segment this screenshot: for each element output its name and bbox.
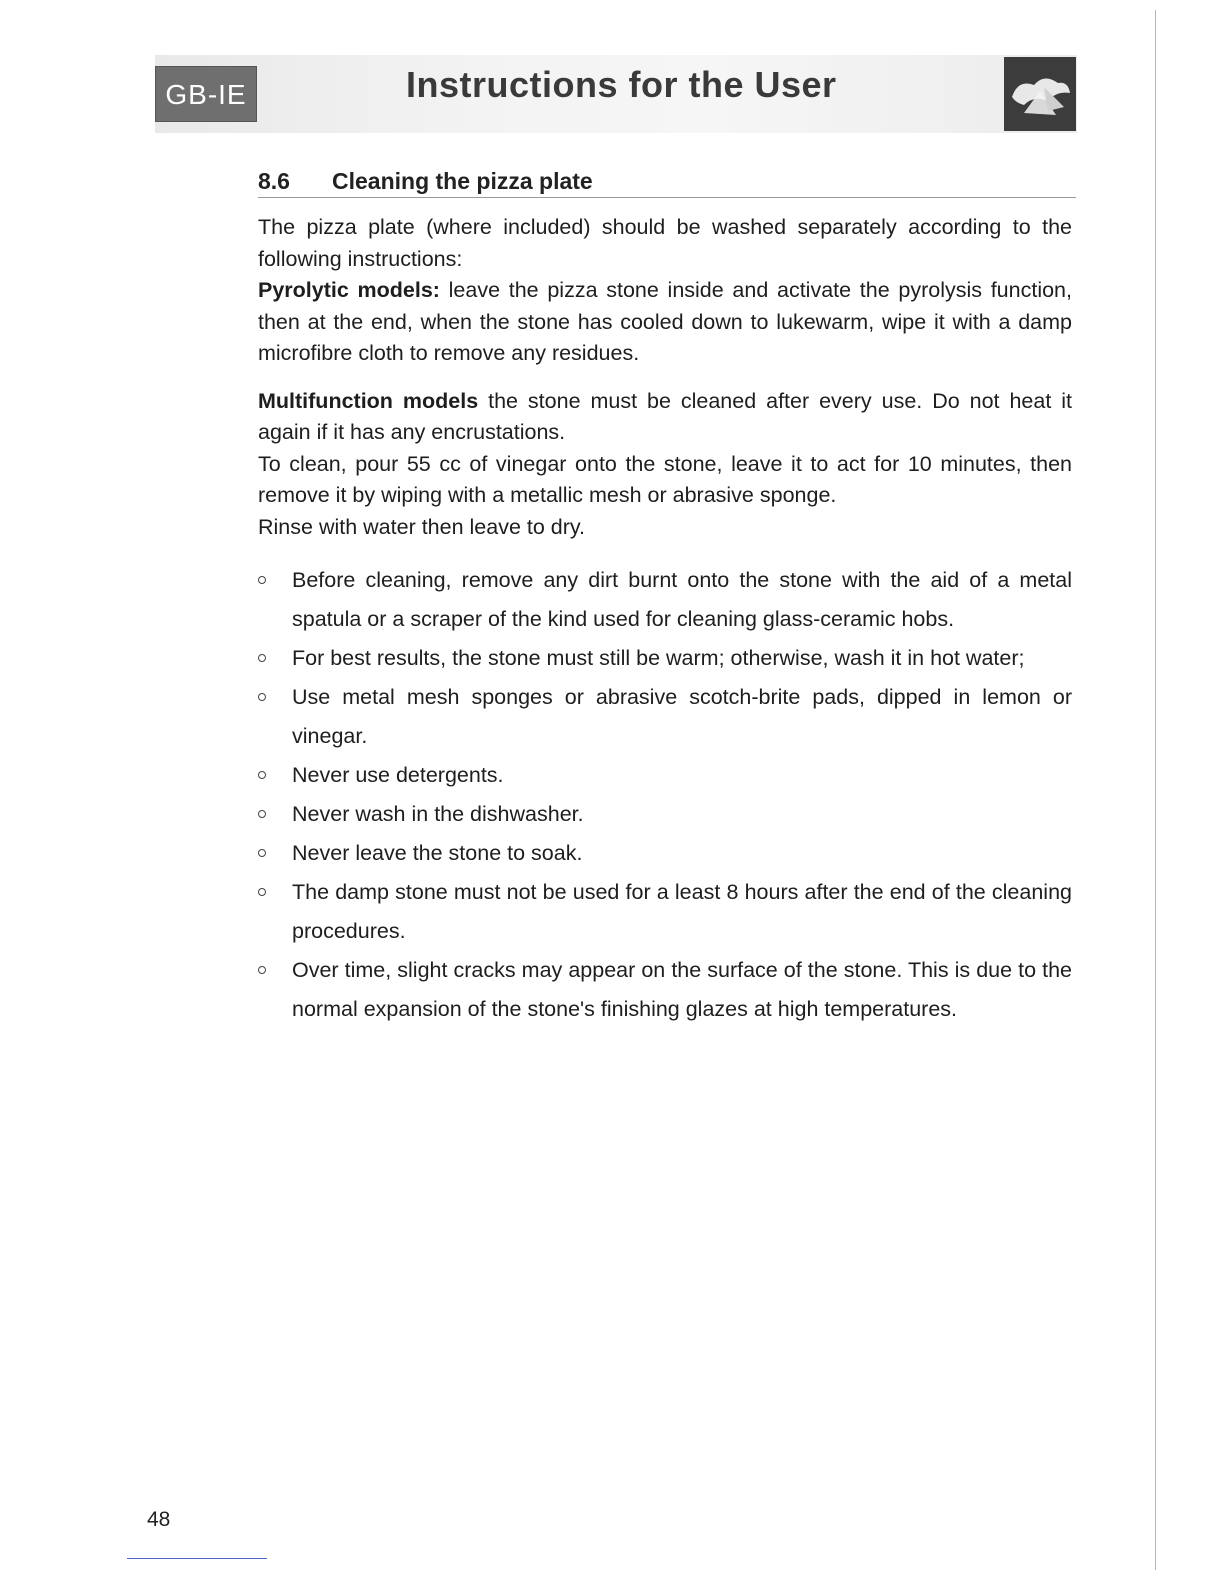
intro-paragraph: The pizza plate (where included) should be washed separately according to the following instructions: [258,215,1072,271]
list-item: Use metal mesh sponges or abrasive scotch-brite pads, dipped in lemon or vinegar. [258,678,1072,756]
page-number: 48 [147,1508,171,1531]
bullet-icon [258,888,266,896]
bullet-icon [258,810,266,818]
cleaning-tips-list [258,561,1072,1029]
hob-icon [1004,57,1076,131]
rinse-paragraph: Rinse with water then leave to dry. [258,514,586,539]
pyrolytic-paragraph [258,275,1072,370]
list-item: The damp stone must not be used for a least 8 hours after the end of the cleaning procedures. [258,873,1072,951]
multifunction-label: Multifunction models [258,388,479,413]
bullet-icon [258,771,266,779]
list-item: For best results, the stone must still be warm; otherwise, wash it in hot water; [258,639,1072,678]
multifunction-paragraph [258,386,1072,449]
list-item: Before cleaning, remove any dirt burnt onto the stone with the aid of a metal spatula or a scraper of the kind used for cleaning glass-ceramic hobs. [258,561,1072,639]
list-item: Never wash in the dishwasher. [258,795,1072,834]
section-title: Cleaning the pizza plate [332,168,593,194]
bullet-icon [258,576,266,584]
pyrolytic-label: Pyrolytic models: [258,278,440,302]
page-header-title: Instructions for the User [406,64,837,105]
list-item: Over time, slight cracks may appear on the surface of the stone. This is due to the normal expansion of the stone's finishing glazes at high temperatures. [258,951,1072,1029]
multifunction-text: the stone must be cleaned after every use. Do not heat it again if it has any encrustations. [258,388,1072,444]
language-badge: GB-IE [155,66,257,122]
list-item: Never use detergents. [258,756,1072,795]
bullet-icon [258,966,266,974]
bullet-icon [258,693,266,701]
bullet-icon [258,849,266,857]
footer-rule [127,1558,267,1559]
clean-paragraph: To clean, pour 55 cc of vinegar onto the stone, leave it to act for 10 minutes, then remove it by wiping with a metallic mesh or abrasive sponge. [258,451,1072,507]
section-heading [258,168,1076,198]
section-number: 8.6 [258,168,290,194]
list-item: Never leave the stone to soak. [258,834,1072,873]
body-text [258,212,1072,543]
bullet-icon [258,654,266,662]
page-edge-rule [1155,10,1156,1570]
pyrolytic-text: leave the pizza stone inside and activate the pyrolysis function, then at the end, when the stone has cooled down to lukewarm, wipe it with a damp microfibre cloth to remove any residues. [258,278,1072,365]
